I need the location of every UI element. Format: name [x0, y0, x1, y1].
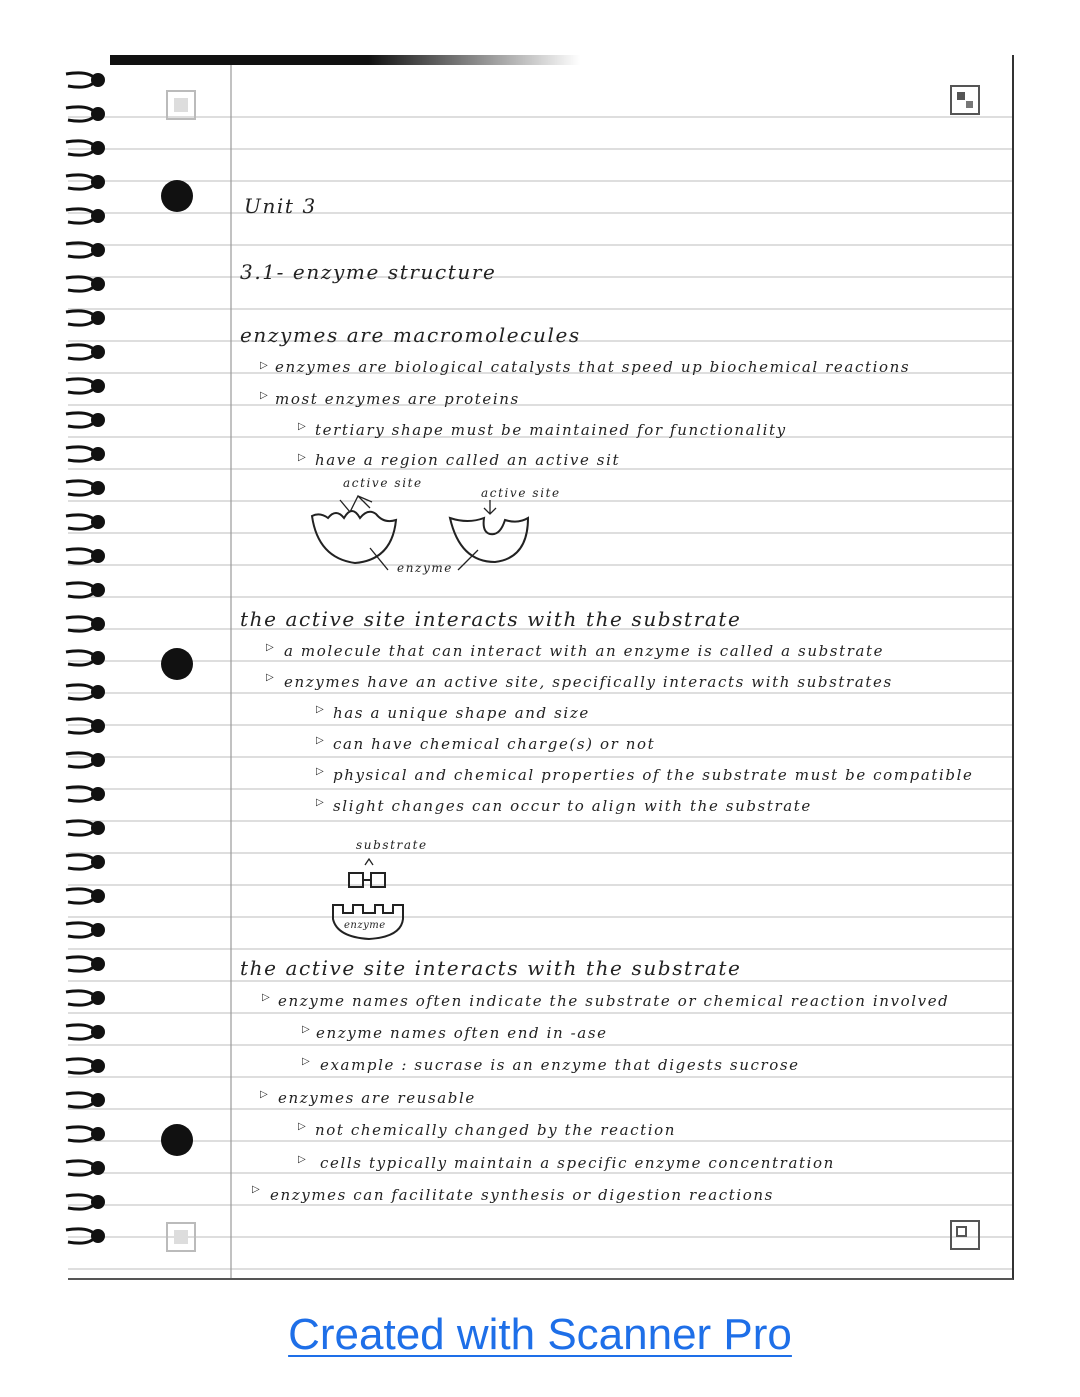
substrate-enzyme-diagram [325, 855, 415, 945]
section-1-heading: enzymes are macromolecules [240, 323, 581, 347]
spiral-binding-icon [60, 60, 120, 1290]
spiral-ring [91, 821, 105, 835]
triangle-bullet-icon: ▷ [266, 642, 274, 653]
triangle-bullet-icon: ▷ [262, 992, 270, 1003]
spiral-ring [91, 141, 105, 155]
note-line: slight changes can occur to align with the substrate [333, 797, 812, 815]
binder-hole-icon [161, 180, 193, 212]
spiral-ring [91, 855, 105, 869]
spiral-ring [91, 481, 105, 495]
triangle-bullet-icon: ▷ [316, 766, 324, 777]
note-line: physical and chemical properties of the substrate must be compatible [333, 766, 974, 784]
page-top-shadow [110, 55, 580, 65]
spiral-ring [91, 957, 105, 971]
spiral-ring [91, 515, 105, 529]
triangle-bullet-icon: ▷ [260, 1089, 268, 1100]
note-line: can have chemical charge(s) or not [333, 735, 656, 753]
triangle-bullet-icon: ▷ [266, 672, 274, 683]
spiral-ring [91, 753, 105, 767]
note-line: have a region called an active sit [315, 451, 621, 469]
spiral-ring [91, 1161, 105, 1175]
triangle-bullet-icon: ▷ [316, 797, 324, 808]
spiral-ring [91, 787, 105, 801]
triangle-bullet-icon: ▷ [298, 1154, 306, 1165]
spiral-ring [91, 175, 105, 189]
spiral-ring [91, 413, 105, 427]
corner-marker-icon [950, 1220, 980, 1250]
note-line: enzymes can facilitate synthesis or digestion reactions [270, 1186, 774, 1204]
spiral-ring [91, 209, 105, 223]
scanner-pro-footer[interactable] [0, 1310, 1080, 1360]
note-line: enzyme names often end in -ase [316, 1024, 608, 1042]
diagram-label: enzyme [344, 920, 386, 931]
triangle-bullet-icon: ▷ [316, 735, 324, 746]
note-line: enzymes have an active site, specifically interacts with substrates [284, 673, 893, 691]
note-line: not chemically changed by the reaction [315, 1121, 677, 1139]
triangle-bullet-icon: ▷ [298, 421, 306, 432]
notebook-page [68, 55, 1014, 1280]
binder-hole-icon [161, 1124, 193, 1156]
spiral-ring [91, 1025, 105, 1039]
spiral-ring [91, 719, 105, 733]
corner-marker-icon [950, 85, 980, 115]
section-2-heading: the active site interacts with the substrate [240, 607, 742, 631]
section-3-heading: the active site interacts with the substrate [240, 956, 742, 980]
triangle-bullet-icon: ▷ [260, 390, 268, 401]
spiral-ring [91, 685, 105, 699]
note-line: tertiary shape must be maintained for functionality [315, 421, 787, 439]
unit-title: Unit 3 [244, 194, 317, 218]
spiral-ring [91, 345, 105, 359]
binder-hole-icon [161, 648, 193, 680]
triangle-bullet-icon: ▷ [298, 452, 306, 463]
spiral-ring [91, 1127, 105, 1141]
note-line: enzymes are reusable [278, 1089, 476, 1107]
triangle-bullet-icon: ▷ [302, 1024, 310, 1035]
triangle-bullet-icon: ▷ [302, 1056, 310, 1067]
triangle-bullet-icon: ▷ [298, 1121, 306, 1132]
note-line: has a unique shape and size [333, 704, 590, 722]
spiral-ring [91, 651, 105, 665]
ruled-lines [68, 55, 1014, 1280]
spiral-ring [91, 1059, 105, 1073]
note-line: cells typically maintain a specific enzyme concentration [320, 1154, 835, 1172]
footer-link[interactable]: Created with Scanner Pro [288, 1310, 792, 1359]
note-line: enzymes are biological catalysts that speed up biochemical reactions [275, 358, 911, 376]
diagram-label: active site [481, 486, 561, 500]
spiral-ring [91, 923, 105, 937]
spiral-ring [91, 379, 105, 393]
spiral-ring [91, 107, 105, 121]
spiral-ring [91, 1229, 105, 1243]
spiral-ring [91, 1195, 105, 1209]
note-line: most enzymes are proteins [275, 390, 520, 408]
note-line: enzyme names often indicate the substrate or chemical reaction involved [278, 992, 950, 1010]
note-line: example : sucrase is an enzyme that digests sucrose [320, 1056, 800, 1074]
note-line: a molecule that can interact with an enzyme is called a substrate [284, 642, 885, 660]
spiral-ring [91, 277, 105, 291]
triangle-bullet-icon: ▷ [316, 704, 324, 715]
corner-marker-icon [166, 90, 196, 120]
spiral-ring [91, 243, 105, 257]
triangle-bullet-icon: ▷ [252, 1184, 260, 1195]
spiral-ring [91, 311, 105, 325]
spiral-ring [91, 991, 105, 1005]
spiral-ring [91, 447, 105, 461]
section-title: 3.1- enzyme structure [240, 260, 497, 284]
binder-holes [155, 170, 200, 1170]
diagram-label: active site [343, 476, 423, 490]
spiral-ring [91, 583, 105, 597]
spiral-ring [91, 549, 105, 563]
diagram-label: enzyme [397, 561, 454, 575]
spiral-ring [91, 617, 105, 631]
triangle-bullet-icon: ▷ [260, 360, 268, 371]
spiral-ring [91, 73, 105, 87]
spiral-ring [91, 1093, 105, 1107]
spiral-ring [91, 889, 105, 903]
diagram-label: substrate [356, 838, 428, 852]
corner-marker-icon [166, 1222, 196, 1252]
